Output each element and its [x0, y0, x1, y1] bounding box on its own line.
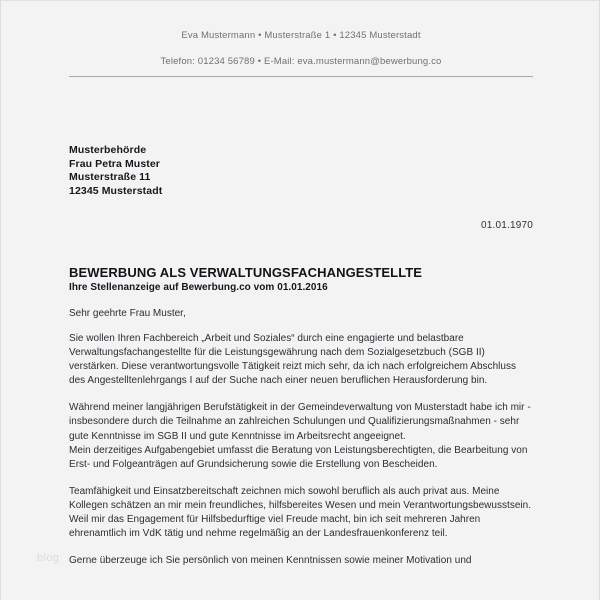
header-divider [69, 76, 533, 77]
body-paragraph-1: Sie wollen Ihren Fachbereich „Arbeit und Soziales“ durch eine engagierte und belastbare Verwaltungsfachangestellte für die Leistungsgewährung nach dem Sozialgesetzbuch (SGB II) verstärken. Diese verantwortungsvolle Tätigkeit reizt mich sehr, da ich nach erfolgreichem Abschluss des Angestelltenlehrgangs I auf der Suche nach einer neuen beruflichen Herausforderung bin. [69, 333, 517, 387]
letter-date: 01.01.1970 [480, 220, 533, 231]
recipient-city: 12345 Musterstadt [69, 185, 163, 198]
recipient-organization: Musterbehörde [69, 144, 147, 156]
letterhead-address-line: Eva Mustermann • Musterstraße 1 • 12345 Musterstadt [181, 30, 421, 41]
subject-title: BEWERBUNG ALS VERWALTUNGSFACHANGESTELLTE [69, 265, 423, 280]
body-paragraph-3: Mein derzeitiges Aufgabengebiet umfasst die Beratung von Leistungsberechtigten, die Bearbeitung von Erst- und Folgeanträgen auf Grundsicherung sowie die Erstellung von Bescheiden. [69, 444, 528, 470]
body-paragraph-2: Während meiner langjährigen Berufstätigkeit in der Gemeindeverwaltung von Musterstadt habe ich mir - insbesondere durch die Teilnahme an zahlreichen Schulungen und Qualifizierungsmaßnahmen - sehr gute Kenntnisse im SGB II und gute Kenntnisse im Arbeitsrecht angeeignet. [69, 402, 531, 442]
body-paragraph-5: Gerne überzeuge ich Sie persönlich von meinen Kenntnissen sowie meiner Motivation und [69, 555, 472, 567]
blog-watermark: blog [37, 552, 60, 564]
letterhead [69, 31, 533, 66]
subject-reference: Ihre Stellenanzeige auf Bewerbung.co vom 01.01.2016 [69, 282, 328, 293]
recipient-address-block [69, 144, 162, 199]
recipient-street: Musterstraße 11 [69, 171, 151, 184]
letter-body [69, 332, 533, 581]
recipient-name: Frau Petra Muster [69, 157, 160, 170]
body-paragraph-4: Teamfähigkeit und Einsatzbereitschaft zeichnen mich sowohl beruflich als auch privat aus. Meine Kollegen schätzen an mir mein freundliches, hilfsbereites Wesen und mein Verantwortungsbewusstsein. Weil mir das Engagement für Hilfsbedurftige viel Freude macht, bin ich seit mehreren Jahren ehrenamtlich im VdK tätig und nehme regelmäßig an der Landesfrauenkonferenz teil. [69, 485, 532, 540]
letterhead-contact-line: Telefon: 01234 56789 • E-Mail: eva.mustermann@bewerbung.co [160, 55, 442, 67]
salutation: Sehr geehrte Frau Muster, [69, 308, 186, 319]
